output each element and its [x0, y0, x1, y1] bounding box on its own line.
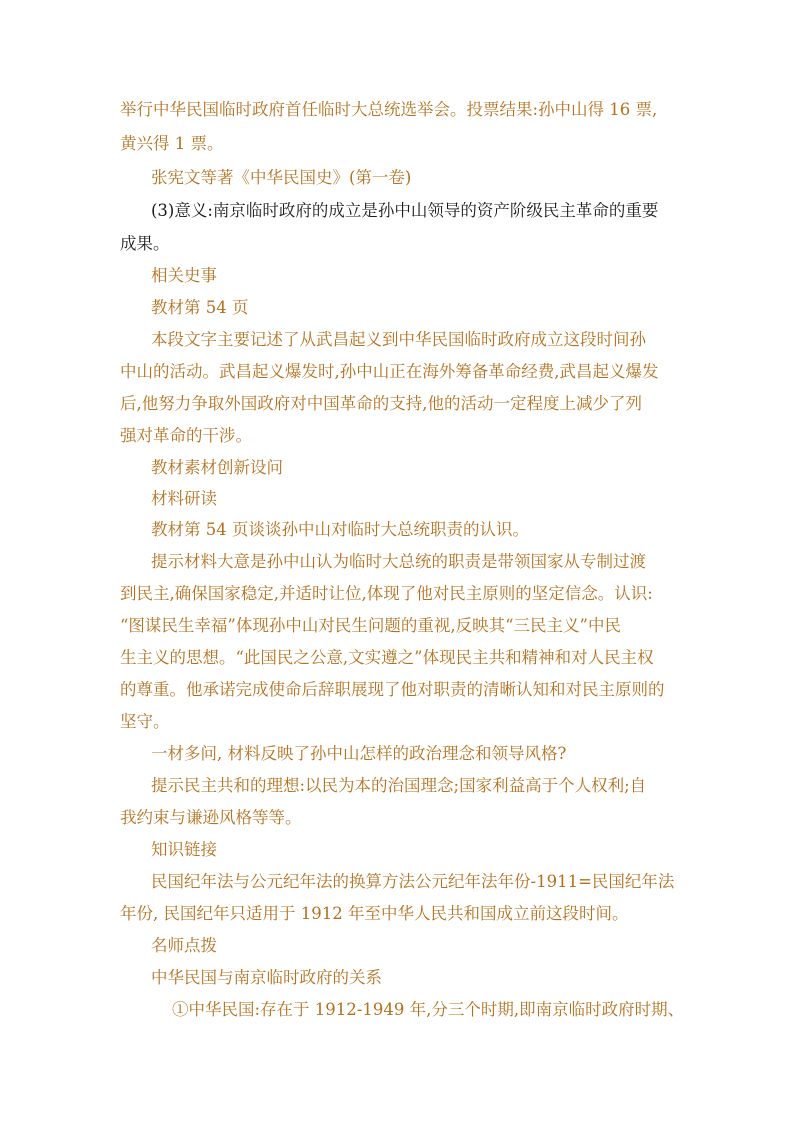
text-line: 我约束与谦逊风格等等。	[120, 808, 302, 827]
text-line: 后,他努力争取外国政府对中国革命的支持,他的活动一定程度上减少了列	[120, 394, 642, 413]
text-line: 到民主,确保国家稳定,并适时让位,体现了他对民主原则的坚定信念。认识:	[120, 584, 653, 603]
text-line: 的尊重。他承诺完成使命后辞职展现了他对职责的清晰认知和对民主原则的	[120, 680, 665, 699]
text-line: 强对革命的干涉。	[120, 426, 252, 445]
text-line: 坚守。	[120, 712, 170, 731]
section-heading: 相关史事	[151, 266, 217, 285]
text-line: 生主义的思想。“此国民之公意,文实遵之”体现民主共和精神和对人民主权	[120, 648, 654, 667]
source-citation: 张宪文等著《中华民国史》(第一卷)	[151, 168, 412, 187]
text-line: 本段文字主要记述了从武昌起义到中华民国临时政府成立这段时间孙	[151, 330, 646, 349]
text-line: 举行中华民国临时政府首任临时大总统选举会。投票结果:孙中山得 16 票,	[120, 100, 658, 119]
text-line: 提示民主共和的理想:以民为本的治国理念;国家利益高于个人权利;自	[151, 776, 647, 795]
text-line: 提示材料大意是孙中山认为临时大总统的职责是带领国家从专制过渡	[151, 552, 646, 571]
text-line: 成果。	[120, 234, 170, 253]
section-heading: 教材素材创新设问	[151, 458, 283, 477]
text-line: “图谋民生幸福”体现孙中山对民生问题的重视,反映其“三民主义”中民	[120, 616, 621, 635]
section-heading: 知识链接	[151, 840, 217, 859]
text-line: 黄兴得 1 票。	[120, 134, 224, 153]
text-line: 民国纪年法与公元纪年法的换算方法公元纪年法年份-1911=民国纪年法	[151, 872, 675, 891]
section-subheading: 材料研读	[151, 489, 217, 508]
list-item: ①中华民国:存在于 1912-1949 年,分三个时期,即南京临时政府时期、	[172, 1000, 685, 1019]
section-subheading: 中华民国与南京临时政府的关系	[151, 968, 382, 987]
question-line: 教材第 54 页谈谈孙中山对临时大总统职责的认识。	[151, 520, 529, 539]
text-line: 年份, 民国纪年只适用于 1912 年至中华人民共和国成立前这段时间。	[120, 904, 629, 923]
question-line: 一材多问, 材料反映了孙中山怎样的政治理念和领导风格?	[151, 744, 567, 763]
section-subheading: 教材第 54 页	[151, 298, 249, 317]
section-heading: 名师点拨	[151, 936, 217, 955]
text-line: 中山的活动。武昌起义爆发时,孙中山正在海外筹备革命经费,武昌起义爆发	[120, 362, 659, 381]
text-line: (3)意义:南京临时政府的成立是孙中山领导的资产阶级民主革命的重要	[151, 201, 659, 220]
